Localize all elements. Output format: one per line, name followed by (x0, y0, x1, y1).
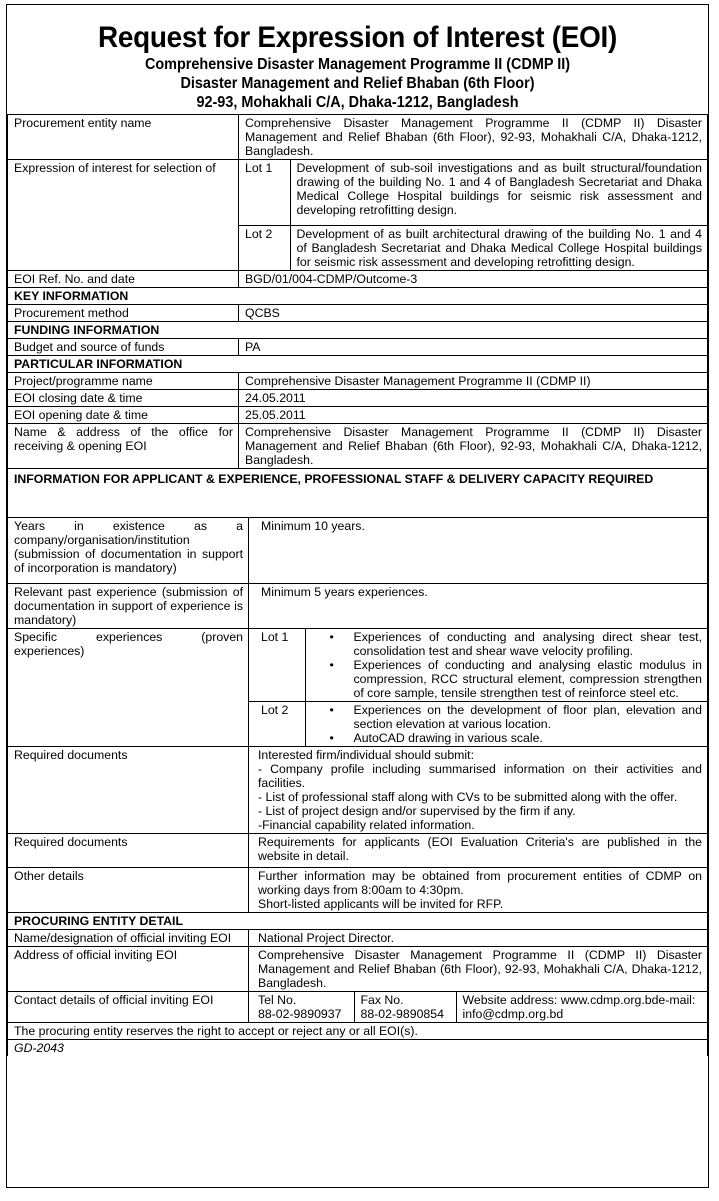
tel-value: 88-02-9890937 (258, 1007, 342, 1021)
section-title: PROCURING ENTITY DETAIL (8, 913, 708, 930)
docs-line: -Financial capability related information. (258, 818, 475, 832)
table-row (8, 389, 708, 406)
lots-cell (239, 160, 708, 271)
fax-cell (354, 992, 456, 1022)
row-label: Other details (8, 868, 249, 913)
table-row (8, 834, 708, 868)
contact-cell (249, 992, 708, 1023)
row-label: EOI closing date & time (8, 389, 239, 406)
table-row (8, 518, 708, 584)
lot-label: Lot 2 (249, 702, 305, 747)
row-label: Expression of interest for selection of (8, 160, 239, 271)
reserve-note: The procuring entity reserves the right to accept or reject any or all EOI(s). (8, 1023, 708, 1040)
website-email: Website address: www.cdmp.org.bde-mail: info@cdmp.org.bd (462, 993, 696, 1021)
row-value: National Project Director. (249, 930, 708, 947)
lot-text: Development of sub-soil investigations and as built structural/foundation drawing of the building No. 1 and 4 of Bangladesh Secretariat and Dhaka Medical College Hospital buildings for seismic risk assessment and developing retrofitting design. (290, 160, 707, 225)
section-heading (8, 468, 708, 517)
row-label: Address of official inviting EOI (8, 947, 249, 992)
row-label: Name/designation of official inviting EOI (8, 930, 249, 947)
row-value: 24.05.2011 (239, 389, 708, 406)
row-value: Comprehensive Disaster Management Programme II (CDMP II) Disaster Management and Relief Bhaban (6th Floor), 92-93, Mohakhali C/A, Dhaka-1212, Bangladesh. (239, 423, 708, 468)
row-label: Specific experiences (proven experiences) (8, 629, 249, 747)
row-label: Procurement entity name (8, 115, 239, 160)
section-heading (8, 355, 708, 372)
table-row (8, 992, 708, 1023)
row-value: PA (239, 338, 708, 355)
table-row (8, 115, 708, 160)
section-title: INFORMATION FOR APPLICANT & EXPERIENCE, PROFESSIONAL STAFF & DELIVERY CAPACITY REQUIRED (8, 468, 708, 517)
row-value: Comprehensive Disaster Management Programme II (CDMP II) (239, 372, 708, 389)
list-item: • Experiences on the development of floor plan, elevation and section elevation at various location. (340, 703, 703, 731)
table-row (249, 992, 707, 1022)
docs-line: - List of professional staff along with CVs to be submitted along with the offer. (258, 790, 678, 804)
table-row (8, 947, 708, 992)
table-row (239, 160, 707, 225)
row-value: QCBS (239, 304, 708, 321)
row-label: Contact details of official inviting EOI (8, 992, 249, 1023)
tel-label: Tel No. (258, 993, 297, 1007)
section-heading (8, 287, 708, 304)
row-value: 25.05.2011 (239, 406, 708, 423)
notice-header (7, 21, 708, 112)
bullet-list (312, 630, 703, 700)
lot-text: Development of as built architectural drawing of the building No. 1 and 4 of Bangladesh Secretariat and Dhaka Medical College Hospital buildings for seismic risk assessment and developing retrofitting design. (290, 225, 707, 270)
row-label: Budget and source of funds (8, 338, 239, 355)
row-label: Required documents (8, 747, 249, 834)
eoi-notice (6, 4, 709, 1188)
table-row (8, 338, 708, 355)
row-label: Required documents (8, 834, 249, 868)
table-row (8, 868, 708, 913)
header-line-2: Disaster Management and Relief Bhaban (6th Floor) (180, 75, 535, 92)
lot-bullets (305, 629, 707, 702)
table-row (8, 930, 708, 947)
section-title: PARTICULAR INFORMATION (8, 355, 708, 372)
row-label: Project/programme name (8, 372, 239, 389)
page-title: Request for Expression of Interest (EOI) (97, 21, 618, 54)
section-heading (8, 913, 708, 930)
section-title: FUNDING INFORMATION (8, 321, 708, 338)
table-row (8, 423, 708, 468)
row-value: Comprehensive Disaster Management Programme II (CDMP II) Disaster Management and Relief Bhaban (6th Floor), 92-93, Mohakhali C/A, Dhaka-1212, Bangladesh. (239, 115, 708, 160)
lot-label: Lot 2 (239, 225, 290, 270)
eoi-table-top (7, 114, 708, 518)
row-label: Years in existence as a company/organisation/institution (submission of documentation in support of incorporation is mandatory) (8, 518, 249, 584)
section-heading (8, 321, 708, 338)
table-row (8, 584, 708, 629)
table-row (8, 1023, 708, 1040)
table-row (249, 702, 707, 747)
row-value: Minimum 10 years. (249, 518, 708, 584)
row-value (249, 747, 708, 834)
row-label: EOI opening date & time (8, 406, 239, 423)
lot-label: Lot 1 (239, 160, 290, 225)
table-row (8, 629, 708, 747)
specific-cell (249, 629, 708, 747)
docs-line: - Company profile including summarised information on their activities and facilities. (258, 762, 702, 790)
list-item: • Experiences of conducting and analysing elastic modulus in compression, RCC structural element, compression strengthen of core sample, tensile strengthen test of reinforce steel etc. (340, 658, 703, 700)
row-value (249, 868, 708, 913)
lot-bullets (305, 702, 707, 747)
table-row (8, 1040, 708, 1057)
eoi-table-applicant (7, 518, 708, 1057)
table-row (8, 372, 708, 389)
section-title: KEY INFORMATION (8, 287, 708, 304)
docs-line: - List of project design and/or supervised by the firm if any. (258, 804, 576, 818)
specific-table (249, 629, 707, 746)
other-line: Further information may be obtained from procurement entities of CDMP on working days from 8:00am to 4:30pm. (258, 869, 702, 897)
table-row (249, 629, 707, 702)
row-value: Minimum 5 years experiences. (249, 584, 708, 629)
tel-cell (249, 992, 354, 1022)
list-item: • Experiences of conducting and analysing direct shear test, consolidation test and shear wave velocity profiling. (340, 630, 703, 658)
lots-table (239, 160, 707, 270)
row-label: Procurement method (8, 304, 239, 321)
contact-table (249, 992, 707, 1022)
docs-line: Interested firm/individual should submit: (258, 748, 474, 762)
fax-label: Fax No. (360, 993, 404, 1007)
table-row (239, 225, 707, 270)
list-item: • AutoCAD drawing in various scale. (340, 731, 703, 745)
fax-value: 88-02-9890854 (360, 1007, 444, 1021)
row-label: Relevant past experience (submission of documentation in support of experience is mandatory) (8, 584, 249, 629)
table-row (8, 747, 708, 834)
row-label: Name & address of the office for receiving & opening EOI (8, 423, 239, 468)
table-row (8, 406, 708, 423)
table-row (8, 304, 708, 321)
row-label: EOI Ref. No. and date (8, 270, 239, 287)
row-value: Requirements for applicants (EOI Evaluation Criteria's are published in the website in detail. (249, 834, 708, 868)
header-line-1: Comprehensive Disaster Management Programme II (CDMP II) (144, 56, 571, 73)
bullet-list (312, 703, 703, 745)
notice-code: GD-2043 (8, 1040, 708, 1057)
table-row (8, 270, 708, 287)
lot-label: Lot 1 (249, 629, 305, 702)
other-line: Short-listed applicants will be invited for RFP. (258, 897, 504, 911)
row-value: Comprehensive Disaster Management Programme II (CDMP II) Disaster Management and Relief Bhaban (6th Floor), 92-93, Mohakhali C/A, Dhaka-1212, Bangladesh. (249, 947, 708, 992)
header-line-3: 92-93, Mohakhali C/A, Dhaka-1212, Bangladesh (196, 94, 519, 111)
row-value: BGD/01/004-CDMP/Outcome-3 (239, 270, 708, 287)
table-row (8, 160, 708, 271)
